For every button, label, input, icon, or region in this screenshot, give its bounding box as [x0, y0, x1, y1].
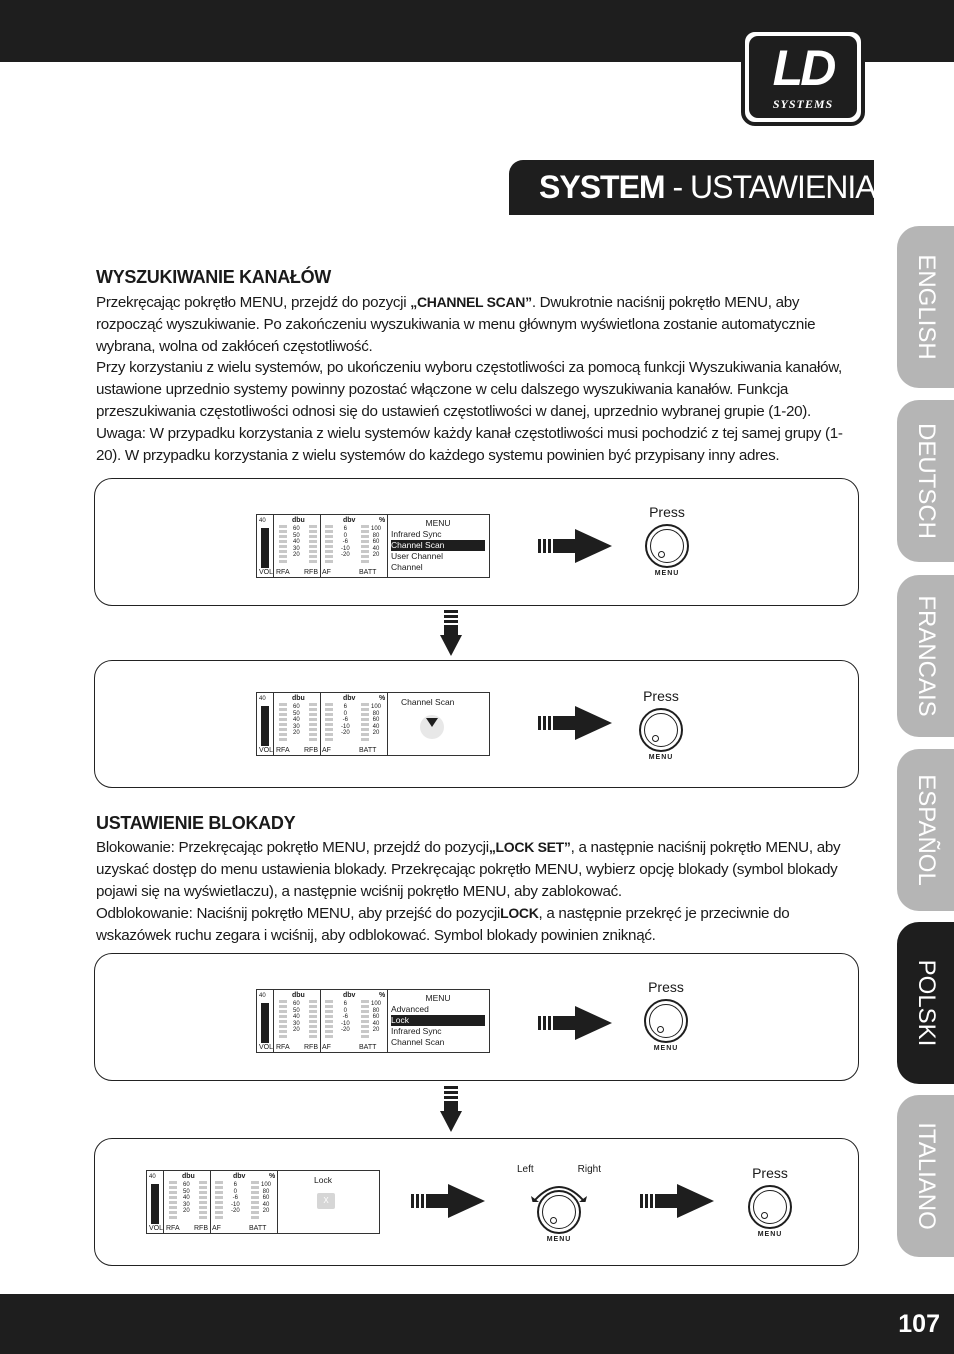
- section2-paragraph-1: Blokowanie: Przekręcając pokrętło MENU, przejdź do pozycji„LOCK SET”, a następnie naciśnij pokrętło MENU, aby uzyskać dostęp do menu ustawienia blokady. Przekręcając pokrętło MENU, wybierz opcję blokady (symbol blokady pojawi się na wyświetlaczu), a następnie wciśnij pokrętło MENU, aby zablokować.: [96, 839, 841, 900]
- menu-item-selected: Lock: [391, 1015, 485, 1026]
- section1-paragraph-1: Przekręcając pokrętło MENU, przejdź do pozycji „CHANNEL SCAN”. Dwukrotnie naciśnij pokrętło MENU, aby rozpocząć wyszukiwanie. Po zakończeniu wyszukiwania w menu głównym wyświetlona zostanie automatycznie wybrana, wolna od zakłóceń częstotliwość.: [96, 294, 816, 355]
- left-label: Left: [517, 1164, 534, 1175]
- lcd-display: 40 VOL dbu 60 50 40 30 20 RFA RFB dbv 6 0 -6 -10 -20 AF % 100 80 60 40 20 BATT Lock X: [146, 1170, 380, 1234]
- ld-systems-logo: [741, 28, 865, 126]
- tab-label: ENGLISH: [912, 254, 940, 360]
- tab-label: POLSKI: [912, 959, 940, 1047]
- section2-paragraph-2: Odblokowanie: Naciśnij pokrętło MENU, aby przejść do pozycjiLOCK, a następnie przekręć je przeciwnie do wskazówek ruchu zegara i wciśnij, aby odblokować. Symbol blokady powinien zniknąć.: [96, 905, 790, 944]
- knob-icon: [644, 999, 688, 1043]
- diagram-panel-2: [94, 660, 859, 788]
- diagram-panel-1: [94, 478, 859, 606]
- logo-systems: SYSTEMS: [772, 97, 834, 111]
- lcd-screen-title: Channel Scan: [401, 697, 455, 707]
- section1-paragraph-3: Uwaga: W przypadku korzystania z wielu systemów każdy kanał częstotliwości musi pochodzić z tej samej grupy (1-20). W przypadku korzystania z wielu systemów do każdego systemu powinien być przypisany inny adres.: [96, 425, 843, 464]
- page-title: [509, 160, 884, 215]
- tab-espanol[interactable]: [897, 749, 954, 911]
- logo-ld: LD: [772, 40, 834, 96]
- knob-icon: [639, 708, 683, 752]
- tab-label: FRANCAIS: [912, 595, 940, 717]
- tab-label: ESPAÑOL: [912, 774, 940, 886]
- tab-label: ITALIANO: [912, 1122, 940, 1230]
- menu-item: User Channel: [391, 551, 443, 561]
- lcd-display: 40 VOL dbu 60 50 40 30 20 RFA RFB dbv 6 0 -6 -10 -20 AF % 100 80 60 40 20 BATT MENU Advanced Lock Infrared Sync Channel Scan: [256, 989, 490, 1053]
- arrow-right-icon: [538, 529, 612, 563]
- right-label: Right: [577, 1164, 601, 1175]
- menu-knob[interactable]: Press MENU: [740, 1165, 800, 1238]
- page-number: 107: [898, 1310, 940, 1338]
- tab-francais[interactable]: [897, 575, 954, 737]
- arrow-right-icon: [640, 1184, 714, 1218]
- diagram-panel-3: [94, 953, 859, 1081]
- diagram-panel-4: [94, 1138, 859, 1266]
- knob-icon: [645, 524, 689, 568]
- menu-item: Infrared Sync: [391, 529, 442, 539]
- menu-item: Channel: [391, 562, 423, 572]
- knob-icon: [537, 1190, 581, 1234]
- lcd-menu: MENU Advanced Lock Infrared Sync Channel Scan: [391, 993, 485, 1048]
- section1-paragraph-2: Przy korzystaniu z wielu systemów, po ukończeniu wyboru częstotliwości za pomocą funkcji Wyszukiwania kanałów, ustawione uprzednio systemy powinny pozostać włączone w celu dalszego wyszukiwania kanałów. Funkcja przeszukiwania częstotliwości odnosi się do ustawień częstotliwości w danej, uprzednio wybranej grupie (1-20).: [96, 359, 842, 420]
- knob-icon: [748, 1185, 792, 1229]
- lcd-display: 40 VOL dbu 60 50 40 30 20 RFA RFB dbv 6 0 -6 -10 -20 AF % 100 80 60 40 20 BATT MENU Infrared Sync Channel Scan User Channel Channel: [256, 514, 490, 578]
- arrow-down-icon: [440, 1086, 462, 1132]
- menu-item-selected: Channel Scan: [391, 540, 485, 551]
- title-rest: - USTAWIENIA:: [664, 169, 884, 205]
- rotate-knob[interactable]: Left Right MENU: [517, 1164, 601, 1243]
- lcd-screen-title: Lock: [314, 1175, 332, 1185]
- lcd-menu: MENU Infrared Sync Channel Scan User Channel Channel: [391, 518, 485, 573]
- tab-label: DEUTSCH: [912, 422, 940, 540]
- menu-knob[interactable]: Press MENU: [637, 504, 697, 577]
- tab-italiano[interactable]: [897, 1095, 954, 1257]
- tab-english[interactable]: [897, 226, 954, 388]
- tab-polski[interactable]: [897, 922, 954, 1084]
- menu-item: Advanced: [391, 1004, 429, 1014]
- lock-icon: X: [317, 1193, 335, 1209]
- section-heading-lock-set: USTAWIENIE BLOKADY: [96, 813, 296, 833]
- arrow-down-icon: [440, 610, 462, 656]
- bottom-bar: [0, 1294, 954, 1354]
- menu-item: Channel Scan: [391, 1037, 445, 1047]
- arrow-right-icon: [538, 706, 612, 740]
- menu-knob[interactable]: Press MENU: [636, 979, 696, 1052]
- menu-knob[interactable]: Press MENU: [631, 688, 691, 761]
- arrow-right-icon: [538, 1006, 612, 1040]
- menu-item: Infrared Sync: [391, 1026, 442, 1036]
- scan-progress-icon: [420, 715, 444, 739]
- arrow-right-icon: [411, 1184, 485, 1218]
- tab-deutsch[interactable]: [897, 400, 954, 562]
- lcd-display: 40 VOL dbu 60 50 40 30 20 RFA RFB dbv 6 0 -6 -10 -20 AF % 100 80 60 40 20 BATT Channel Scan: [256, 692, 490, 756]
- title-bold: SYSTEM: [539, 169, 665, 205]
- section-heading-channel-scan: WYSZUKIWANIE KANAŁÓW: [96, 267, 331, 287]
